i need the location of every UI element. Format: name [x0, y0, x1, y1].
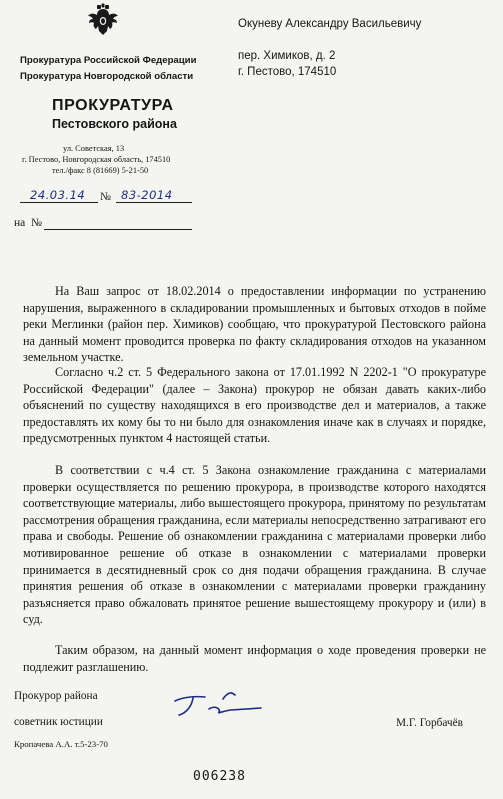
- recipient-city: г. Пестово, 174510: [238, 66, 337, 78]
- number-handwritten: 83-2014: [121, 188, 173, 202]
- date-line: [20, 202, 98, 203]
- reply-number-label: №: [31, 217, 42, 229]
- body-paragraph-3: В соответствии с ч.4 ст. 5 Закона ознакомление гражданина с материалами проверки осуществляется по решению прокурора, в производстве которого находятся соответствующие материалы, либо вышестоящего прокурора, принятому по результатам рассмотрения обращения гражданина, если материалы непосредственно затрагивают его права и свободы. Решение об ознакомлении гражданина с материалами проверки либо мотивированное решение об отказе в ознакомлении с материалами проверки принимается в десятидневный срок со дня подачи обращения гражданина. В случае принятия решения об отказе в ознакомлении с материалами проверки гражданину разъясняется право обжаловать принятое решение вышестоящему прокурору и (или) в суд.: [23, 463, 486, 627]
- signer-position-line2: советник юстиции: [14, 716, 103, 728]
- body-paragraph-4: Таким образом, на данный момент информация о ходе проведения проверки не подлежит разглашению.: [23, 643, 486, 674]
- office-subtitle: Пестовского района: [52, 117, 177, 131]
- handwritten-signature: [165, 687, 265, 723]
- reply-line: [44, 229, 192, 230]
- coat-of-arms-emblem: [85, 3, 121, 39]
- recipient-street: пер. Химиков, д. 2: [238, 50, 336, 62]
- org-line-federation: Прокуратура Российской Федерации: [20, 55, 197, 66]
- number-line: [116, 202, 192, 203]
- org-line-region: Прокуратура Новгородской области: [20, 71, 194, 82]
- address-street: ул. Советская, 13: [63, 144, 125, 153]
- date-handwritten: 24.03.14: [30, 188, 86, 202]
- executor-contact: Кропачева А.А. т.5-23-70: [14, 739, 108, 749]
- office-title: ПРОКУРАТУРА: [52, 97, 174, 114]
- recipient-name: Окуневу Александру Васильевичу: [238, 18, 422, 30]
- address-city: г. Пестово, Новгородская область, 174510: [22, 155, 171, 164]
- signer-position-line1: Прокурор района: [14, 690, 98, 702]
- number-label: №: [100, 191, 111, 203]
- body-paragraph-1: На Ваш запрос от 18.02.2014 о предоставлении информации по устранению нарушения, выраженного в складировании промышленных и бытовых отходов в пойме реки Меглинки (район пер. Химиков) сообщаю, что прокуратурой Пестовского района на данный момент проводится проверка по факту складирования отходов на указанном земельном участке.: [23, 284, 486, 365]
- document-serial-number: 006238: [193, 769, 246, 784]
- address-phone: тел./факс 8 (81669) 5-21-50: [52, 166, 149, 175]
- body-paragraph-2: Согласно ч.2 ст. 5 Федерального закона от 17.01.1992 N 2202-1 "О прокуратуре Российской Федерации" (далее – Закона) прокурор не обязан давать каких-либо объяснений по существу находящихся в его производстве дел и материалов, а также предоставлять их кому бы то ни было для ознакомления иначе как в случаях и порядке, предусмотренных пунктом 4 настоящей статьи.: [23, 365, 486, 446]
- reply-prefix: на: [14, 217, 26, 229]
- signer-name: М.Г. Горбачёв: [396, 717, 463, 729]
